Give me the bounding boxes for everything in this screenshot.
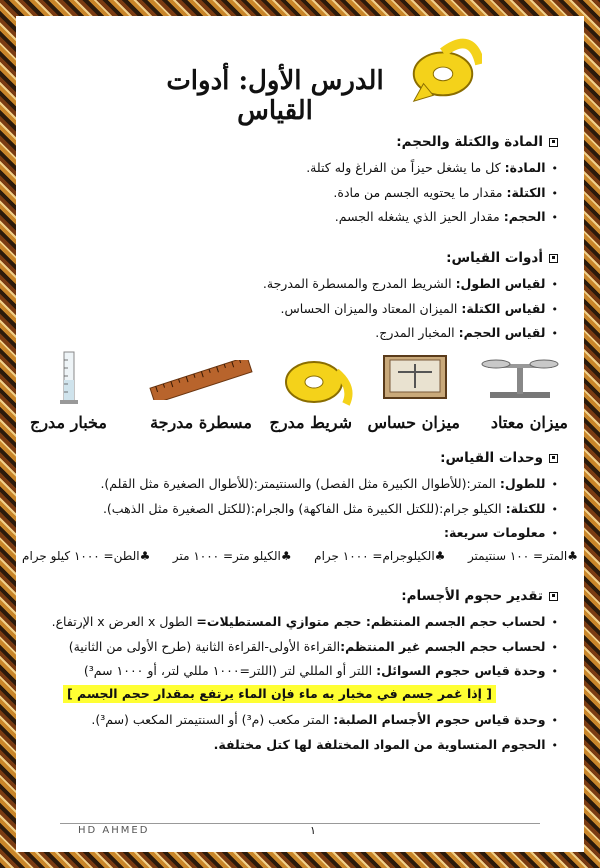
list-item: • الكتلة: مقدار ما يحتويه الجسم من مادة. [333,184,558,200]
list-item: • وحدة قياس حجوم السوائل: اللتر أو المللي لتر (اللتر=١٠٠٠ مللي لتر، أو ١٠٠٠ سم³) [83,663,558,679]
section-heading: وحدات القياس: [42,450,558,467]
list-item: • المادة: كل ما يشغل حيزاً من الفراغ وله كتلة. [306,159,558,175]
graduated-cylinder-icon [58,350,80,408]
section-matter [42,134,558,225]
list-item: • الحجم: مقدار الحيز الذي يشغله الجسم. [334,209,558,225]
section-heading: تقدير حجوم الأجسام: [42,588,558,605]
section-tools [42,250,558,341]
lesson-header [150,34,510,126]
tool-label-balance: ميزان معتاد [490,413,568,432]
page-title: الدرس الأول: أدوات القياس [166,66,384,126]
list-item: • للطول: المتر:(للأطوال الكبيرة مثل الفصل) والسنتيمتر:(للأطوال الصغيرة مثل القلم). [100,475,558,491]
tool-label-sensitive: ميزان حساس [367,413,460,432]
tools-illustration-row [30,352,570,432]
list-item: • لحساب حجم الجسم المنتظم: حجم متوازي المستطيلات= الطول x العرض x الإرتفاع. [51,613,558,629]
bullet-square-icon [549,138,558,147]
bullet-square-icon [549,454,558,463]
ruler-icon [146,360,256,400]
list-item: • لقياس الحجم: المخبار المدرج. [375,325,558,341]
highlighted-note: [ إذا غمر جسم في مخبار به ماء فإن الماء يرتفع بمقدار حجم الجسم ] [63,685,496,703]
section-volumes [42,588,558,752]
list-item: • لقياس الكتلة: الميزان المعتاد والميزان الحساس. [280,300,558,316]
page-footer [60,823,540,842]
quick-fact: ♣المتر= ١٠٠ سنتيمتر [467,549,578,564]
tool-label-tape: شريط مدرج [269,413,352,432]
measuring-tape-icon [404,34,482,104]
bullet-square-icon [549,592,558,601]
list-item: • معلومات سريعة: [444,525,558,541]
balance-scale-icon [480,354,560,402]
section-units [22,450,578,564]
author-name: HD AHMED [78,825,150,836]
tool-label-ruler: مسطرة مدرجة [150,413,252,432]
list-item: • لحساب حجم الجسم غير المنتظم:القراءة الأولى-القراءة الثانية (طرح الأولى من الثانية) [68,638,558,654]
tool-label-cylinder: مخبار مدرج [30,413,107,432]
sensitive-balance-icon [380,352,450,402]
quick-fact: ♣الكيلو متر= ١٠٠٠ متر [172,549,292,564]
section-heading: المادة والكتلة والحجم: [42,134,558,151]
bullet-square-icon [549,254,558,263]
list-item: • للكتلة: الكيلو جرام:(للكتل الكبيرة مثل الفاكهة) والجرام:(للكتل الصغيرة مثل الذهب). [102,500,558,516]
quick-facts [22,549,578,564]
section-heading: أدوات القياس: [42,250,558,267]
page-number: ١ [310,824,316,837]
list-item: • لقياس الطول: الشريط المدرج والمسطرة المدرجة. [262,275,558,291]
measuring-tape-icon [276,352,356,407]
list-item: • وحدة قياس حجوم الأجسام الصلبة: المتر مكعب (م³) أو السنتيمتر المكعب (سم³). [91,711,558,727]
list-item: • الحجوم المتساوية من المواد المختلفة لها كتل مختلفة. [213,736,558,752]
quick-fact: ♣الطن= ١٠٠٠ كيلو جرام [22,549,151,564]
quick-fact: ♣الكيلوجرام= ١٠٠٠ جرام [314,549,446,564]
